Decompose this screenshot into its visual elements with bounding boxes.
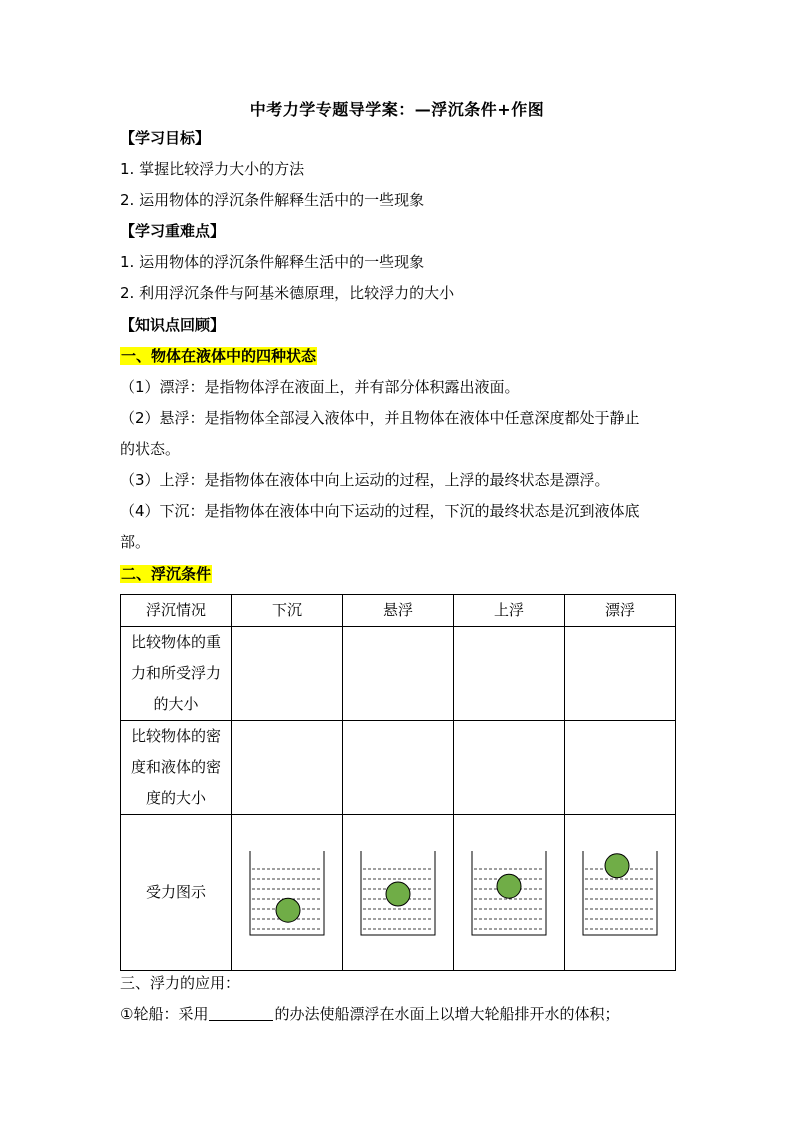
table-row [121,815,676,971]
focus-item: 1. 运用物体的浮沉条件解释生活中的一些现象 [120,253,425,271]
ball-object [276,898,300,922]
focus-header: 【学习重难点】 [120,222,226,240]
beaker-cell-float[interactable] [565,815,676,971]
beaker-diagram [357,847,439,939]
float-sink-table [120,594,676,971]
row-label-line: 比较物体的重 [130,633,221,651]
goals-header: 【学习目标】 [120,129,211,147]
row-label-line: 比较物体的密 [130,727,221,745]
goal-item: 1. 掌握比较浮力大小的方法 [120,160,305,178]
beaker-cell-sink[interactable] [232,815,343,971]
part2-heading-line [120,563,212,585]
table-header-cell: 浮沉情况 [121,595,232,627]
beaker-diagram [246,847,328,939]
beaker-cell-rise[interactable] [454,815,565,971]
ball-object [497,874,521,898]
app1-suffix: 的办法使船漂浮在水面上以增大轮船排开水的体积； [274,1005,620,1023]
application-line [120,1003,619,1025]
part1-heading-line [120,345,317,367]
part3-heading: 三、浮力的应用： [120,974,241,992]
row-label-force-diagram: 受力图示 [121,815,232,971]
state-line: （2）悬浮：是指物体全部浸入液体中，并且物体在液体中任意深度都处于静止 [120,409,640,427]
app1-prefix: ①轮船：采用 [120,1005,209,1023]
row-label-line: 度和液体的密 [130,758,221,776]
beaker-diagram [579,847,661,939]
row-label-line: 的大小 [153,695,199,713]
answer-cell[interactable] [232,627,343,721]
table-header-cell: 上浮 [454,595,565,627]
answer-cell[interactable] [454,721,565,815]
answer-cell[interactable] [232,721,343,815]
fill-in-blank[interactable] [209,1004,273,1021]
answer-cell[interactable] [343,627,454,721]
answer-cell[interactable] [343,721,454,815]
table-row [121,595,676,627]
focus-item: 2. 利用浮沉条件与阿基米德原理，比较浮力的大小 [120,284,455,302]
state-line: 的状态。 [120,440,181,458]
ball-object [386,882,410,906]
state-line: （3）上浮：是指物体在液体中向上运动的过程，上浮的最终状态是漂浮。 [120,471,610,489]
review-header: 【知识点回顾】 [120,316,226,334]
answer-cell[interactable] [565,627,676,721]
ball-object [605,853,629,877]
table-header-cell: 悬浮 [343,595,454,627]
state-line: 部。 [120,533,151,551]
page-title: 中考力学专题导学案：—浮沉条件+作图 [249,100,545,119]
row-label-line: 度的大小 [145,789,206,807]
beaker-diagram [468,847,550,939]
part1-heading: 一、物体在液体中的四种状态 [121,347,317,365]
state-line: （4）下沉：是指物体在液体中向下运动的过程，下沉的最终状态是沉到液体底 [120,502,640,520]
table-header-cell: 下沉 [232,595,343,627]
goal-item: 2. 运用物体的浮沉条件解释生活中的一些现象 [120,191,425,209]
answer-cell[interactable] [454,627,565,721]
table-row [121,627,676,721]
state-line: （1）漂浮：是指物体浮在液面上，并有部分体积露出液面。 [120,378,520,396]
table-header-cell: 漂浮 [565,595,676,627]
row-label-line: 力和所受浮力 [130,664,221,682]
answer-cell[interactable] [565,721,676,815]
table-row [121,721,676,815]
row-label-weight [121,627,232,721]
beaker-cell-suspend[interactable] [343,815,454,971]
part2-heading: 二、浮沉条件 [121,565,212,583]
row-label-density [121,721,232,815]
